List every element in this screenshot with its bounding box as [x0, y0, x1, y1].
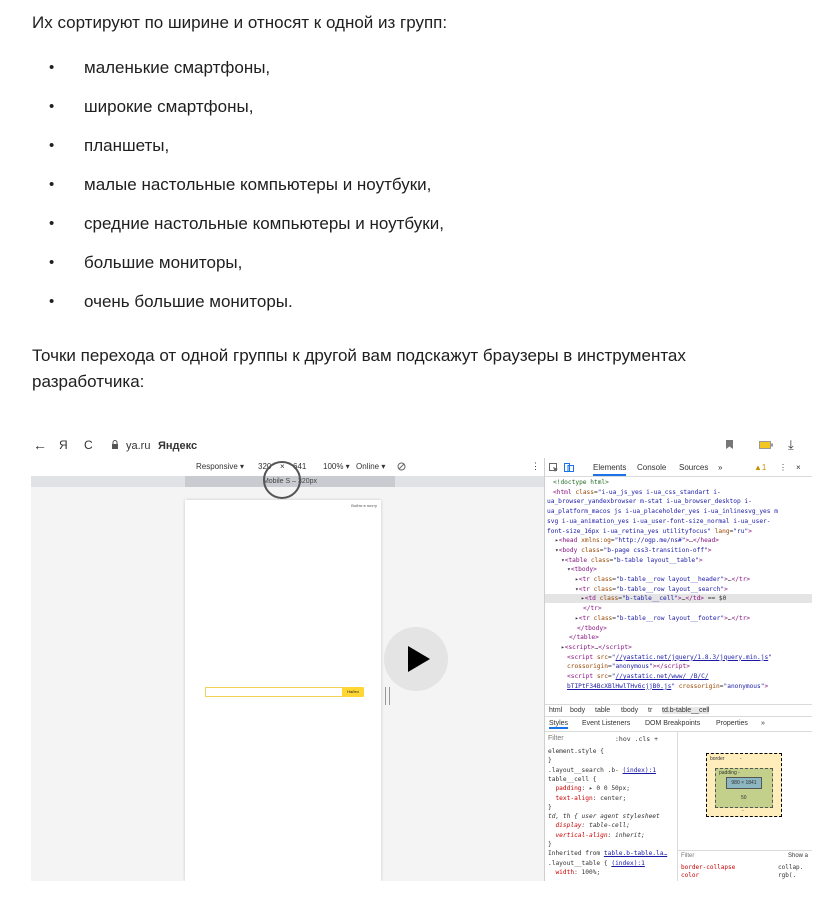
dom-node[interactable]: ▸<td class="b-table__cell">…</td> == $0 [545, 594, 812, 603]
box-model [678, 732, 812, 852]
crumb-body[interactable]: body [570, 707, 586, 714]
styles-pane [545, 732, 678, 881]
zoom-select[interactable]: 100% ▾ [323, 462, 350, 471]
style-rule-line: text-align: center; [555, 794, 627, 802]
media-query-mobile-s[interactable]: Mobile S – 320px [185, 476, 395, 487]
device-toggle-icon[interactable] [564, 463, 574, 474]
inspect-icon[interactable] [549, 463, 558, 474]
padding-label: padding - [719, 770, 740, 776]
style-rule-line: } [548, 757, 552, 765]
outro-text: Точки перехода от одной группы к другой вам подскажут браузеры в инструментах разработчика: [32, 346, 686, 391]
computed-pane [678, 850, 812, 881]
dom-node[interactable]: </tbody> [577, 624, 607, 632]
yandex-logo-icon[interactable]: Я [59, 438, 68, 452]
devtools-tabs [545, 458, 812, 477]
bookmark-icon[interactable] [726, 440, 733, 452]
list-item: • планшеты, [0, 136, 444, 175]
dom-node[interactable]: ▸<head xmlns:og="http://ogp.me/ns#">…</head> [555, 537, 719, 545]
more-subtabs-icon[interactable]: » [761, 720, 765, 727]
style-rule-line: width: 100%; [555, 868, 601, 876]
styles-subtabs [545, 717, 812, 732]
groups-list [0, 58, 444, 331]
dom-node[interactable]: svg i-ua_animation_yes i-ua_user-font-size_normal i-ua_user- [547, 517, 771, 525]
back-icon[interactable]: ← [33, 437, 47, 453]
computed-value: collap. [778, 864, 804, 871]
rotate-icon[interactable] [397, 462, 406, 473]
reload-icon[interactable]: C [84, 438, 93, 452]
crumb-html[interactable]: html [549, 707, 563, 714]
browser-toolbar [31, 432, 812, 460]
url-text[interactable]: ya.ru [126, 440, 151, 452]
search-input[interactable] [205, 687, 344, 697]
margin-dash: - [742, 808, 744, 814]
list-item: • широкие смартфоны, [0, 97, 444, 136]
play-button[interactable] [384, 627, 448, 691]
dom-node[interactable]: <!doctype html> [553, 479, 609, 486]
video-player[interactable] [31, 432, 812, 881]
cursor-highlight [263, 461, 301, 499]
warning-badge[interactable]: ▲1 [754, 463, 767, 472]
throttle-select[interactable]: Online ▾ [356, 462, 386, 471]
dom-node[interactable]: ua_platform_macos js i-ua_placeholder_yes i-ua_inlinesvg_yes m [547, 508, 778, 516]
style-rule-line: table__cell { [548, 775, 597, 783]
computed-prop: color [681, 872, 700, 879]
more-tabs-icon[interactable]: » [718, 463, 723, 472]
box-model-padding [715, 768, 773, 808]
device-select[interactable]: Responsive ▾ [196, 462, 245, 471]
dom-node[interactable]: ▸<script>…</script> [561, 643, 632, 651]
dom-node[interactable]: </table> [569, 634, 599, 642]
box-model-border [706, 753, 782, 817]
border-label: border [710, 756, 725, 762]
style-rule-line: element.style { [548, 748, 604, 755]
crumb-table[interactable]: table [595, 707, 611, 714]
tab-styles[interactable]: Styles [549, 720, 569, 727]
show-all-checkbox[interactable]: Show a [788, 853, 809, 859]
styles-filter-tools[interactable]: :hov .cls + [615, 735, 659, 743]
border-value: - [740, 756, 742, 762]
dom-node[interactable]: ▾<table class="b-table layout__table"> [561, 556, 703, 564]
style-rule-line: } [548, 803, 552, 811]
resize-handle[interactable] [385, 687, 390, 705]
style-rule-line: td, th { user agent stylesheet [548, 813, 660, 821]
list-item: • очень большие мониторы. [0, 292, 444, 331]
battery-icon [759, 440, 773, 452]
intro-text: Их сортируют по ширине и относят к одной из групп: [32, 13, 448, 32]
style-rule-line: .layout__search .b- (index):1 [548, 766, 657, 774]
style-rule-line: padding: ▸ 0 0 50px; [555, 785, 630, 793]
width-input[interactable]: 320 [258, 462, 272, 471]
login-link[interactable]: Войти в почту [351, 503, 377, 508]
dom-node[interactable]: ▸<tr class="b-table__row layout__footer">…</tr> [575, 614, 751, 622]
dom-node[interactable]: crossorigin="anonymous"></script> [567, 663, 690, 671]
height-input[interactable]: 641 [293, 462, 307, 471]
tab-sources[interactable]: Sources [679, 463, 709, 472]
list-item: • маленькие смартфоны, [0, 58, 444, 97]
list-item: • малые настольные компьютеры и ноутбуки, [0, 175, 444, 214]
tab-properties[interactable]: Properties [716, 720, 748, 727]
devtools-menu-icon[interactable]: ⋮ [779, 463, 787, 472]
more-options-icon[interactable]: ⋮ [531, 461, 540, 471]
devtools-panel [544, 458, 812, 881]
tab-console[interactable]: Console [637, 463, 667, 472]
dom-node[interactable]: ▸<tr class="b-table__row layout__header">…</tr> [575, 576, 751, 583]
computed-value: rgb(. [778, 872, 797, 879]
emulated-page [185, 500, 381, 881]
site-name: Яндекс [158, 440, 198, 452]
dom-node[interactable]: </tr> [583, 605, 602, 613]
dom-node[interactable]: font-size_16px i-ua_retina_yes utilityfocus" lang="ru"> [547, 527, 752, 535]
search-button[interactable]: Найти [342, 687, 364, 697]
styles-filter-input[interactable]: Filter [548, 735, 564, 742]
crumb-tbody[interactable]: tbody [621, 707, 639, 714]
style-rule-line: } [548, 841, 552, 848]
style-rule-line: .layout__table { (index):1 [548, 859, 645, 867]
dom-node[interactable]: <script src="//yastatic.net/www/_/B/C/ [567, 673, 709, 680]
dom-node[interactable]: ▾<tbody> [567, 566, 597, 574]
computed-filter-input[interactable]: Filter [681, 853, 695, 859]
times-sign: × [280, 462, 285, 471]
crumb-td[interactable]: td.b-table__cell [662, 707, 710, 714]
breadcrumb [545, 704, 812, 717]
style-rule-line: vertical-align: inherit; [555, 831, 645, 839]
dom-node[interactable]: ua_browser_yandexbrowser m-stat i-ua_browser_desktop i- [547, 498, 752, 506]
play-icon [408, 646, 430, 672]
dom-tree [545, 478, 812, 693]
download-icon[interactable]: ⤓ [788, 437, 794, 452]
lock-icon [111, 440, 119, 452]
close-devtools-icon[interactable]: × [796, 463, 801, 472]
box-model-content: 980 × 1841 [726, 777, 762, 789]
crumb-tr[interactable]: tr [648, 707, 653, 714]
list-item: • большие мониторы, [0, 253, 444, 292]
dom-node[interactable]: ▾<body class="b-page css3-transition-off"> [555, 546, 712, 554]
tab-dom-breakpoints[interactable]: DOM Breakpoints [645, 720, 701, 727]
list-item: • средние настольные компьютеры и ноутбуки, [0, 214, 444, 253]
style-rule-line: Inherited from table.b-table.la… [548, 850, 668, 858]
tab-event-listeners[interactable]: Event Listeners [582, 720, 631, 727]
padding-bottom: 50 [741, 795, 747, 801]
computed-prop: border-collapse [681, 864, 736, 871]
style-rule-line: display: table-cell; [555, 822, 630, 830]
dom-node[interactable]: bTIPtF34BcXBlHwlTHv6cjjB0.js" crossorigin="anonymous"> [567, 682, 769, 690]
dom-node[interactable]: ▾<tr class="b-table__row layout__search"> [575, 585, 728, 593]
tab-elements[interactable]: Elements [593, 463, 626, 476]
dom-node[interactable]: <html class="i-ua_js_yes i-ua_css_standart i- [553, 488, 721, 496]
dom-node[interactable]: <script src="//yastatic.net/jquery/1.8.3/jquery.min.js" [567, 653, 772, 661]
